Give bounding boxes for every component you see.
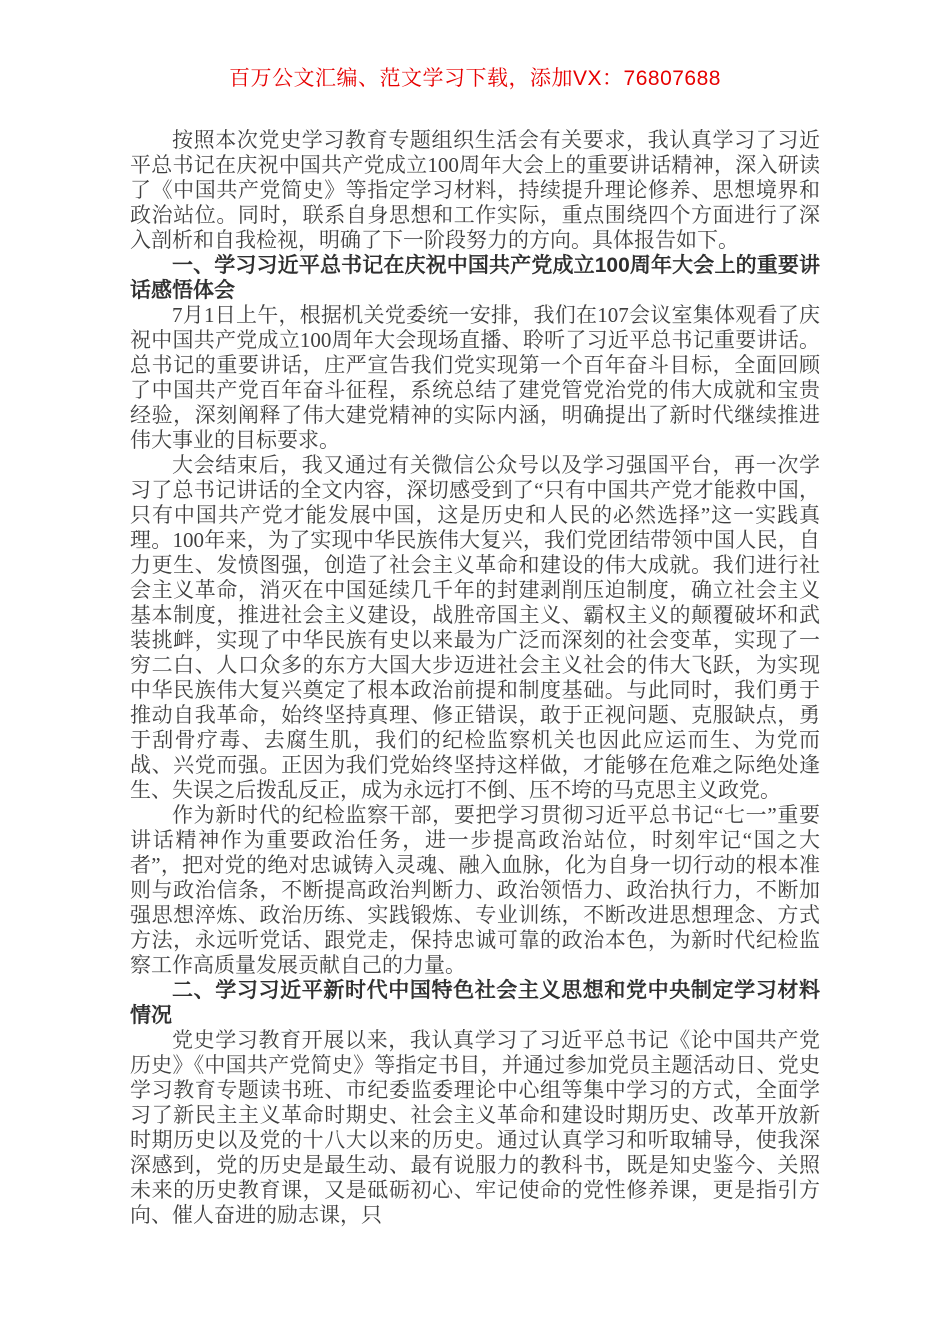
paragraph-intro: 按照本次党史学习教育专题组织生活会有关要求，我认真学习了习近平总书记在庆祝中国共产党成立100周年大会上的重要讲话精神，深入研读了《中国共产党简史》等指定学习材料，持续提升理论修养、思想境界和政治站位。同时，联系自身思想和工作实际，重点围绕四个方面进行了深入剖析和自我检视，明确了下一阶段努力的方向。具体报告如下。 [130, 128, 820, 252]
paragraph-discipline-inspection-cadre: 作为新时代的纪检监察干部，要把学习贯彻习近平总书记“七一”重要讲话精神作为重要政治任务，进一步提高政治站位，时刻牢记“国之大者”，把对党的绝对忠诚铸入灵魂、融入血脉，化为自身一切行动的根本准则与政治信条，不断提高政治判断力、政治领悟力、政治执行力，不断加强思想淬炼、政治历练、实践锻炼、专业训练，不断改进思想理念、方式方法，永远听党话、跟党走，保持忠诚可靠的政治本色，为新时代纪检监察工作高质量发展贡献自己的力量。 [130, 803, 820, 977]
document-body [130, 128, 820, 1228]
paragraph-party-history-study: 党史学习教育开展以来，我认真学习了习近平总书记《论中国共产党历史》《中国共产党简史》等指定书目，并通过参加党员主题活动日、党史学习教育专题读书班、市纪委监委理论中心组等集中学习的方式，全面学习了新民主主义革命时期史、社会主义革命和建设时期历史、改革开放新时期历史以及党的十八大以来的历史。通过认真学习和听取辅导，使我深深感到，党的历史是最生动、最有说服力的教科书，既是知史鉴今、关照未来的历史教育课，又是砥砺初心、牢记使命的党性修养课，更是指引方向、催人奋进的励志课，只 [130, 1028, 820, 1227]
section-heading-2: 二、学习习近平新时代中国特色社会主义思想和党中央制定学习材料情况 [130, 979, 820, 1027]
paragraph-after-assembly: 大会结束后，我又通过有关微信公众号以及学习强国平台，再一次学习了总书记讲话的全文内容，深切感受到了“只有中国共产党才能救中国，只有中国共产党才能发展中国，这是历史和人民的必然选择”这一实践真理。100年来，为了实现中华民族伟大复兴，我们党团结带领中国人民，自力更生、发愤图强，创造了社会主义革命和建设的伟大成就。我们进行社会主义革命，消灭在中国延续几千年的封建剥削压迫制度，确立社会主义基本制度，推进社会主义建设，战胜帝国主义、霸权主义的颠覆破坏和武装挑衅，实现了中华民族有史以来最为广泛而深刻的社会变革，实现了一穷二白、人口众多的东方大国大步迈进社会主义社会的伟大飞跃，为实现中华民族伟大复兴奠定了根本政治前提和制度基础。与此同时，我们勇于推动自我革命，始终坚持真理、修正错误，敢于正视问题、克服缺点，勇于刮骨疗毒、去腐生肌，我们的纪检监察机关也因此应运而生、为党而战、兴党而强。正因为我们党始终坚持这样做，才能够在危难之际绝处逢生、失误之后拨乱反正，成为永远打不倒、压不垮的马克思主义政党。 [130, 453, 820, 802]
paragraph-july-first-meeting: 7月1日上午，根据机关党委统一安排，我们在107会议室集体观看了庆祝中国共产党成立100周年大会现场直播、聆听了习近平总书记重要讲话。总书记的重要讲话，庄严宣告我们党实现第一个百年奋斗目标，全面回顾了中国共产党百年奋斗征程，系统总结了建党管党治党的伟大成就和宝贵经验，深刻阐释了伟大建党精神的实际内涵，明确提出了新时代继续推进伟大事业的目标要求。 [130, 303, 820, 452]
section-heading-1: 一、学习习近平总书记在庆祝中国共产党成立100周年大会上的重要讲话感悟体会 [130, 254, 820, 302]
promo-header-text: 百万公文汇编、范文学习下载，添加VX：76807688 [229, 67, 721, 90]
